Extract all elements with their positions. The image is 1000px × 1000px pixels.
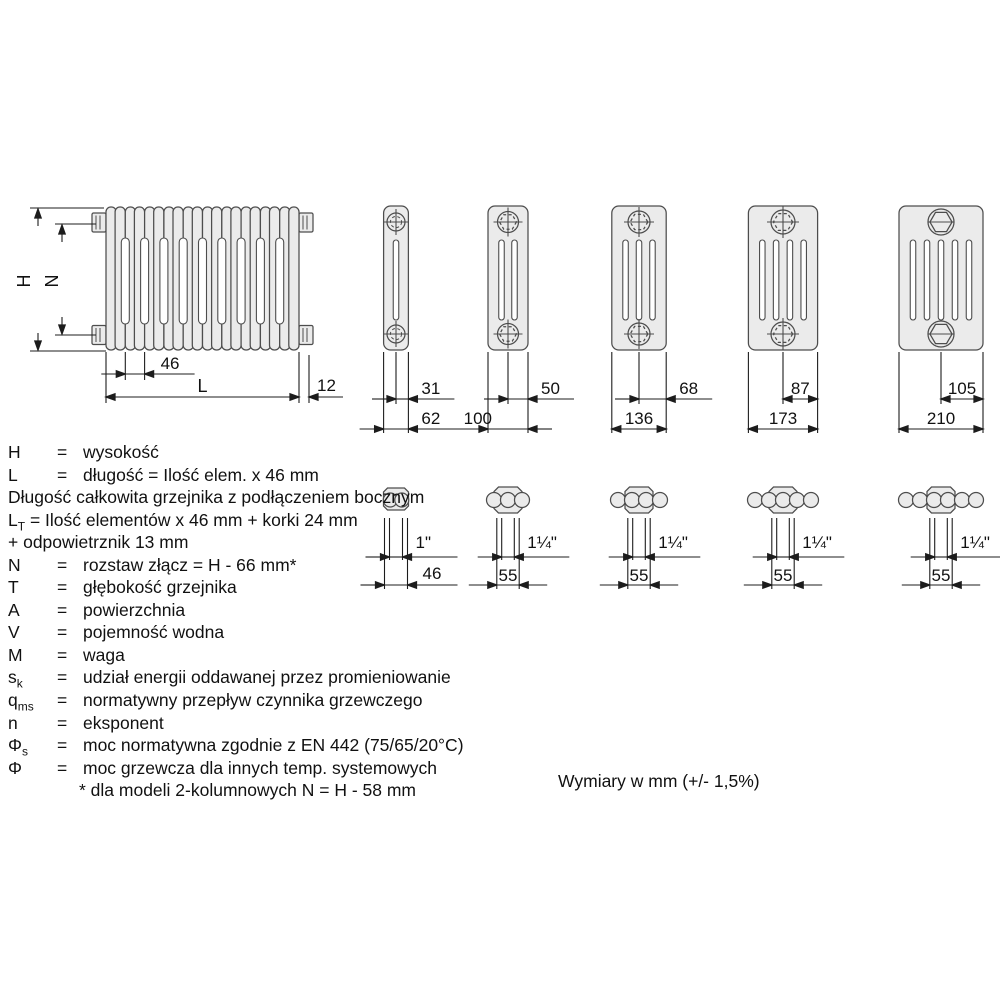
legend-symbol: N [8,554,21,575]
legend-row [8,599,478,622]
right-connection-plug [299,326,313,345]
legend-description: udział energii oddawanej przez promieniowanie [83,667,451,688]
legend-symbol: T [8,577,19,598]
top-view-4-column [600,487,701,589]
legend-equals: = [57,554,68,575]
legend-equals: = [57,690,68,711]
legend-equals: = [57,735,68,756]
footer-note: Wymiary w mm (+/- 1,5%) [558,771,760,791]
dim-label: 68 [679,379,699,398]
side-view-4-column [612,206,712,433]
legend-description: moc normatywna zgodnie z EN 442 (75/65/20°C) [83,735,464,756]
legend-equals: = [57,464,68,485]
dim-label: 46 [160,354,180,373]
dim-label: 55 [498,566,518,585]
dim-label: 136 [624,409,654,428]
legend-row [8,509,478,532]
dim-label: 55 [629,566,649,585]
dim-label: 173 [768,409,798,428]
legend-description: powierzchnia [83,599,186,620]
side-view-6-column [899,206,983,433]
dim-label: 105 [947,379,977,398]
legend-row [8,531,478,554]
dim-label: 31 [421,379,441,398]
legend-description: rozstaw złącz = H - 66 mm* [83,554,297,575]
length-dimension [106,352,343,403]
legend-symbol: $\Phi_s$ [8,735,28,759]
legend-row [8,644,478,667]
dim-label: H [14,274,34,288]
dim-label: 62 [421,409,441,428]
legend-row [8,576,478,599]
legend-description: moc grzewcza dla innych temp. systemowych [83,757,438,778]
legend-description: eksponent [83,712,164,733]
top-view-5-column [744,487,845,589]
side-view-3-column [440,206,574,433]
legend-description: waga [83,644,125,665]
legend-equals: = [57,667,68,688]
legend-text: * dla modeli 2-kolumnowych N = H - 58 mm [79,780,416,801]
legend-row [8,734,478,757]
legend-symbol: M [8,644,23,665]
legend-row [8,712,478,735]
dim-label: 1¼" [527,533,557,552]
radiator-elements [106,207,299,350]
dim-label: 210 [926,409,956,428]
legend-symbol: Φ [8,757,22,778]
legend-equals: = [57,599,68,620]
legend-row [8,464,478,487]
dim-label: 1¼" [960,533,990,552]
legend-symbol: H [8,442,21,462]
legend-symbol: L [8,464,18,485]
right-connection-plug [299,213,313,232]
legend-symbol: $q_{ms}$ [8,690,34,714]
dim-label: 1¼" [802,533,832,552]
legend-description: wysokość [83,442,159,462]
legend-symbol: V [8,622,20,643]
legend-equals: = [57,712,68,733]
legend-symbol: A [8,599,20,620]
left-connection-plug [92,213,106,232]
legend-text: $L_T$ = Ilość elementów x 46 mm + korki 24 mm [8,509,358,534]
legend-row [8,621,478,644]
dim-label: L [197,376,208,396]
dim-label: 12 [317,376,336,395]
legend-equals: = [57,622,68,643]
legend-symbol: $s_k$ [8,667,23,691]
dim-label: 55 [931,566,951,585]
legend-description: głębokość grzejnika [83,577,237,598]
dim-label: 55 [773,566,793,585]
legend-equals: = [57,442,68,462]
dim-label: 46 [422,564,442,583]
legend-row [8,666,478,689]
legend-row [8,441,478,464]
dim-label: N [42,274,62,288]
element-width-dimension [101,352,194,380]
legend-row [8,486,478,509]
dim-label: 50 [541,379,560,398]
legend-description: pojemność wodna [83,622,225,643]
dim-label: 1¼" [658,533,688,552]
legend-text: + odpowietrznik 13 mm [8,532,189,553]
top-view-6-column [899,487,1000,589]
front-view [14,207,343,403]
legend [8,441,478,802]
top-view-3-column [469,487,570,589]
side-view-5-column [748,206,817,433]
legend-symbol: n [8,712,18,733]
dim-label: 100 [463,409,492,428]
legend-row [8,757,478,780]
legend-description: długość = Ilość elem. x 46 mm [83,464,319,485]
legend-row [8,689,478,712]
dim-label: 1" [415,533,431,552]
legend-equals: = [57,644,68,665]
dim-label: 87 [790,379,810,398]
legend-text: Długość całkowita grzejnika z podłączeniem bocznym [8,487,425,508]
legend-equals: = [57,577,68,598]
legend-footnote [8,779,478,802]
legend-row [8,554,478,577]
side-view-2-column [360,206,455,433]
legend-description: normatywny przepływ czynnika grzewczego [83,690,423,711]
legend-equals: = [57,757,68,778]
